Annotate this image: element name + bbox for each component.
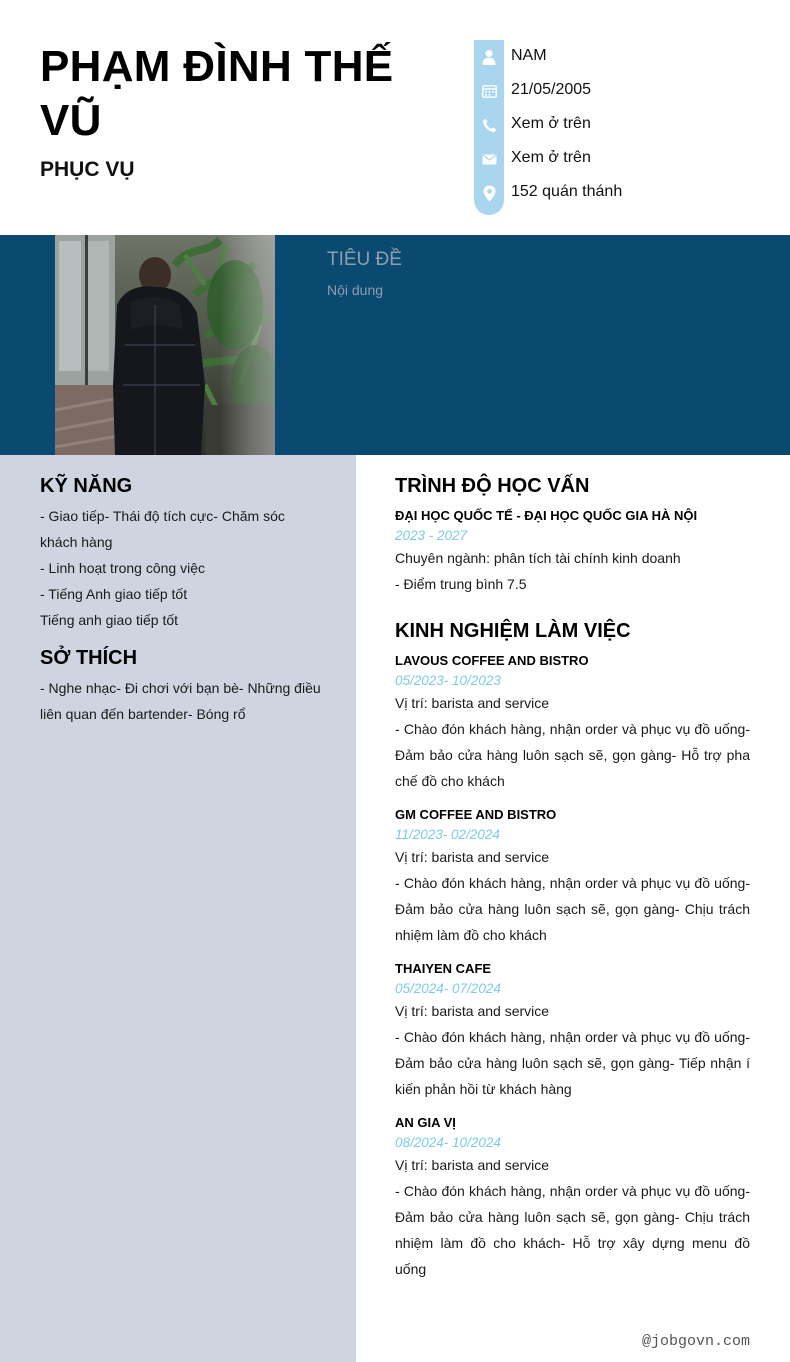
job-period: 08/2024- 10/2024 (395, 1135, 501, 1150)
skills-line: - Tiếng Anh giao tiếp tốt (40, 586, 188, 602)
contact-address-text: 152 quán thánh (511, 183, 623, 200)
education-major: Chuyên ngành: phân tích tài chính kinh doanh (395, 550, 681, 566)
job-period: 11/2023- 02/2024 (395, 827, 500, 842)
job-description: - Chào đón khách hàng, nhận order và phục vụ đồ uống- Đảm bảo cửa hàng luôn sạch sẽ, gọn gàng- Chịu trách nhiệm làm đồ cho khách- Hỗ trợ xây dựng menu đồ uống (395, 1183, 750, 1277)
experience-section (395, 620, 750, 1282)
job-company: THAIYEN CAFE (395, 961, 492, 976)
banner-text: Nội dung (327, 282, 384, 298)
job-description: - Chào đón khách hàng, nhận order và phục vụ đồ uống- Đảm bảo cửa hàng luôn sạch sẽ, gọn gàng- Tiếp nhận í kiến phản hồi từ khách hàng (395, 1029, 750, 1097)
job-period: 05/2023- 10/2023 (395, 673, 501, 688)
job-company: AN GIA VỊ (395, 1115, 456, 1130)
skills-line: Tiếng anh giao tiếp tốt (40, 612, 179, 628)
job-description: - Chào đón khách hàng, nhận order và phục vụ đồ uống- Đảm bảo cửa hàng luôn sạch sẽ, gọn gàng- Hỗ trợ pha chế đồ cho khách (395, 721, 750, 789)
skills-section (40, 475, 330, 633)
contact-email-text: Xem ở trên (511, 149, 591, 166)
candidate-role: PHỤC VỤ (40, 158, 135, 181)
hobbies-line: - Nghe nhạc- Đi chơi với bạn bè- Những điều (40, 680, 321, 696)
candidate-name: PHẠM ĐÌNH THẾ VŨ (40, 42, 394, 145)
experience-item (395, 807, 750, 948)
job-position: Vị trí: barista and service (395, 695, 550, 711)
profile-banner (0, 235, 790, 455)
education-title: TRÌNH ĐỘ HỌC VẤN (395, 475, 590, 497)
hobbies-line: liên quan đến bartender- Bóng rổ (40, 706, 246, 722)
phone-icon (481, 117, 497, 133)
mail-icon (481, 151, 497, 167)
skills-title: KỸ NĂNG (40, 475, 133, 497)
skills-line: - Giao tiếp- Thái độ tích cực- Chăm sóc (40, 508, 285, 524)
experience-item (395, 1115, 750, 1282)
contact-email (474, 142, 774, 176)
contact-birthdate (474, 74, 774, 108)
education-section (395, 475, 750, 597)
job-company: GM COFFEE AND BISTRO (395, 807, 557, 822)
contact-phone (474, 108, 774, 142)
contact-gender-text: NAM (511, 47, 547, 64)
job-position: Vị trí: barista and service (395, 1003, 550, 1019)
contact-address (474, 176, 774, 210)
person-icon (481, 49, 497, 65)
education-school: ĐẠI HỌC QUỐC TẾ - ĐẠI HỌC QUỐC GIA HÀ NỘI (395, 508, 698, 523)
contact-phone-text: Xem ở trên (511, 115, 591, 132)
calendar-icon (481, 83, 497, 99)
job-company: LAVOUS COFFEE AND BISTRO (395, 653, 589, 668)
experience-item (395, 961, 750, 1102)
hobbies-title: SỞ THÍCH (40, 647, 138, 669)
left-column (0, 455, 356, 1362)
watermark-footer: @jobgovn.com (641, 1333, 750, 1350)
cv-header (0, 0, 790, 235)
job-position: Vị trí: barista and service (395, 849, 550, 865)
contact-birthdate-text: 21/05/2005 (511, 81, 592, 98)
hobbies-section (40, 647, 340, 727)
job-position: Vị trí: barista and service (395, 1157, 550, 1173)
skills-line: khách hàng (40, 534, 113, 550)
education-gpa: - Điểm trung bình 7.5 (395, 576, 527, 592)
right-column (356, 455, 790, 1362)
location-pin-icon (481, 185, 497, 201)
education-period: 2023 - 2027 (395, 528, 468, 543)
skills-line: - Linh hoạt trong công việc (40, 560, 205, 576)
job-period: 05/2024- 07/2024 (395, 981, 501, 996)
banner-title: TIÊU ĐỀ (327, 249, 402, 270)
experience-title: KINH NGHIỆM LÀM VIỆC (395, 620, 631, 642)
job-description: - Chào đón khách hàng, nhận order và phục vụ đồ uống- Đảm bảo cửa hàng luôn sạch sẽ, gọn gàng- Chịu trách nhiệm làm đồ cho khách (395, 875, 750, 943)
profile-photo (55, 235, 275, 455)
contact-gender (474, 40, 774, 74)
experience-item (395, 653, 750, 794)
